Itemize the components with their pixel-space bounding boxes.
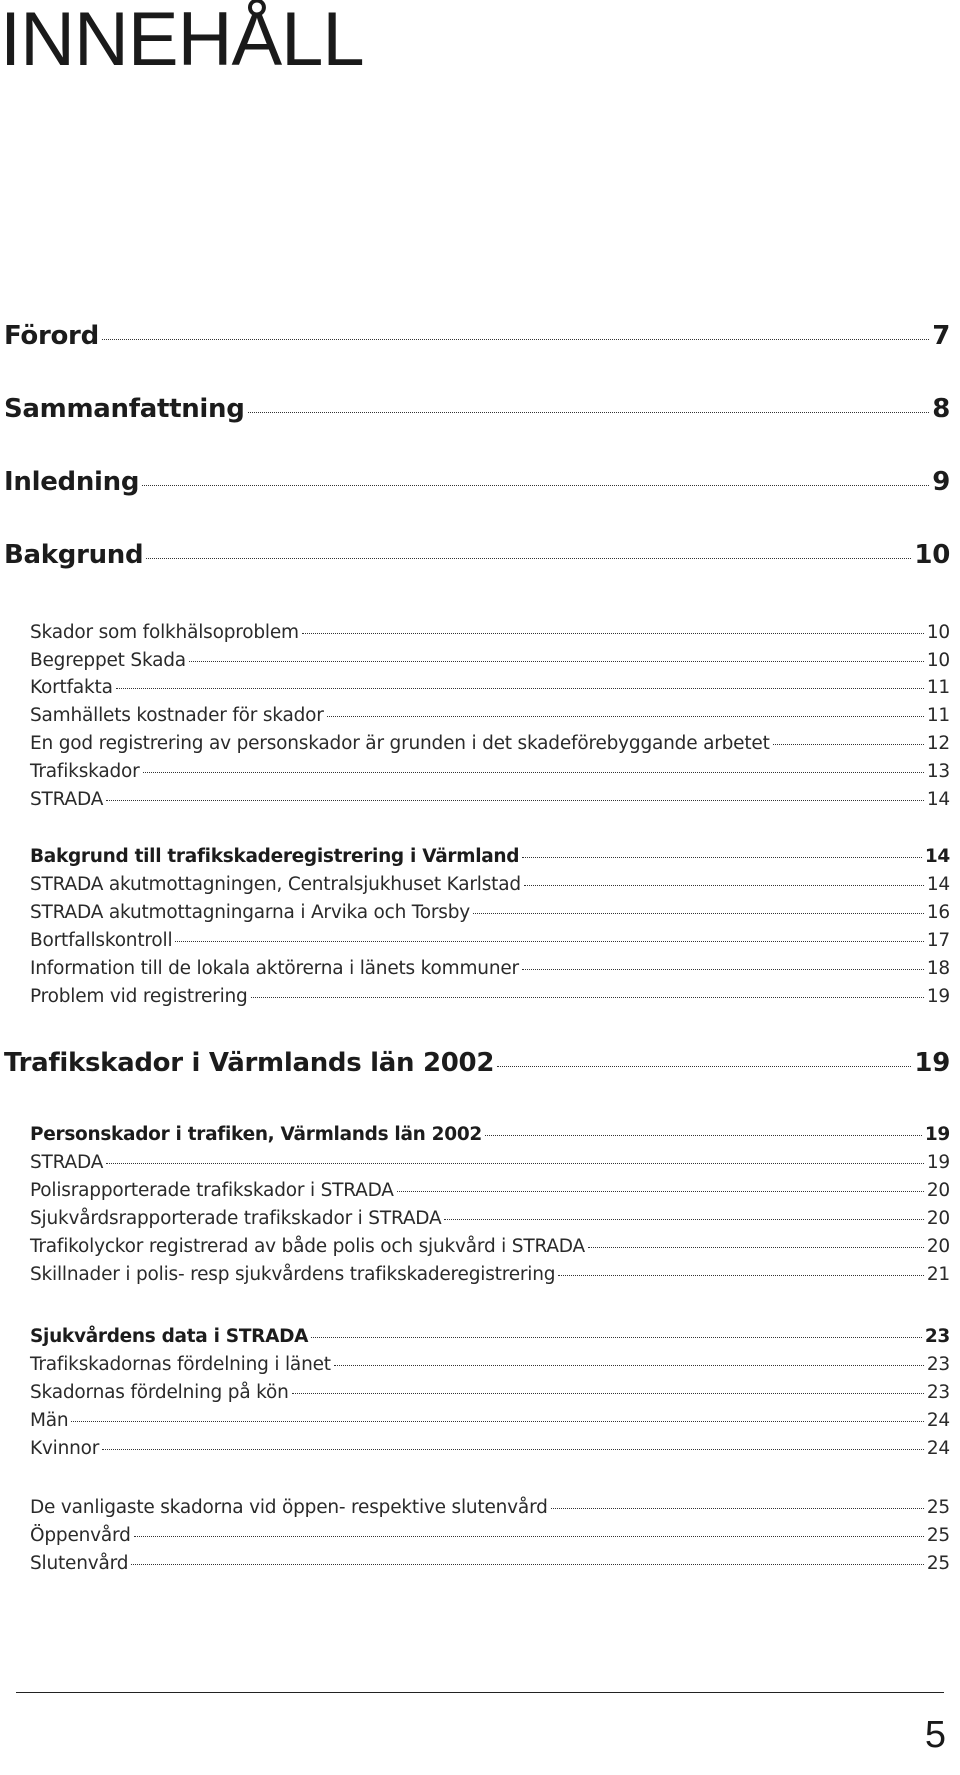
toc-entry[interactable] — [30, 874, 950, 895]
toc-entry-page: 10 — [914, 540, 950, 570]
toc-entry[interactable] — [4, 467, 950, 497]
toc-entry-page: 10 — [926, 622, 950, 643]
toc-entry-label: STRADA akutmottagningarna i Arvika och Torsby — [30, 902, 471, 923]
toc-entry[interactable] — [30, 958, 950, 979]
toc-entry-label: Inledning — [4, 467, 140, 497]
toc-entry[interactable] — [30, 1180, 950, 1201]
page-number: 5 — [924, 1714, 946, 1756]
toc-entry-label: Kvinnor — [30, 1438, 100, 1459]
dot-leader — [143, 772, 924, 773]
toc-entry-label: Skillnader i polis- resp sjukvårdens trafikskaderegistrering — [30, 1264, 556, 1285]
dot-leader — [497, 1066, 911, 1067]
toc-entry-page: 10 — [926, 650, 950, 671]
toc-entry-page: 11 — [926, 677, 950, 698]
toc-entry[interactable] — [30, 1382, 950, 1403]
dot-leader — [106, 1163, 924, 1164]
toc-entry-label: Trafikskadornas fördelning i länet — [30, 1354, 331, 1375]
toc-entry-label: Trafikolyckor registrerad av både polis och sjukvård i STRADA — [30, 1236, 585, 1257]
toc-entry-label: Skador som folkhälsoproblem — [30, 622, 299, 643]
dot-leader — [175, 941, 923, 942]
toc-entry-label: Problem vid registrering — [30, 986, 248, 1007]
dot-leader — [251, 997, 924, 998]
dot-leader — [134, 1536, 924, 1537]
toc-entry[interactable] — [30, 1525, 950, 1546]
toc-entry[interactable] — [30, 1326, 950, 1347]
toc-entry-page: 18 — [926, 958, 950, 979]
toc-entry-label: STRADA — [30, 789, 104, 810]
toc-entry-label: Bortfallskontroll — [30, 930, 173, 951]
toc-entry[interactable] — [4, 321, 950, 351]
toc-entry-page: 20 — [926, 1236, 950, 1257]
toc-entry-page: 7 — [932, 321, 950, 351]
toc-entry-page: 23 — [926, 1354, 950, 1375]
page-title: INNEHÅLL — [0, 0, 364, 82]
toc-entry-label: Förord — [4, 321, 99, 351]
toc-entry-label: Sammanfattning — [4, 394, 245, 424]
toc-entry[interactable] — [30, 1497, 950, 1518]
toc-entry-page: 21 — [926, 1264, 950, 1285]
toc-entry[interactable] — [30, 902, 950, 923]
toc-entry-label: Sjukvårdens data i STRADA — [30, 1326, 309, 1347]
dot-leader — [773, 744, 924, 745]
toc-entry-label: Öppenvård — [30, 1525, 131, 1546]
toc-entry-label: Män — [30, 1410, 69, 1431]
toc-entry-page: 24 — [926, 1410, 950, 1431]
toc-entry[interactable] — [30, 1354, 950, 1375]
toc-entry-page: 17 — [926, 930, 950, 951]
toc-entry[interactable] — [30, 1208, 950, 1229]
toc-entry-label: STRADA — [30, 1152, 104, 1173]
dot-leader — [473, 913, 924, 914]
footer-rule — [16, 1692, 944, 1693]
toc-entry[interactable] — [30, 1236, 950, 1257]
dot-leader — [189, 661, 924, 662]
dot-leader — [485, 1135, 922, 1136]
dot-leader — [551, 1508, 924, 1509]
toc-entry[interactable] — [30, 1438, 950, 1459]
toc-entry-label: Samhällets kostnader för skador — [30, 705, 324, 726]
toc-entry-page: 12 — [926, 733, 950, 754]
toc-entry[interactable] — [30, 1264, 950, 1285]
toc-entry[interactable] — [30, 1124, 950, 1145]
toc-entry[interactable] — [30, 1152, 950, 1173]
dot-leader — [327, 716, 924, 717]
toc-entry-label: Trafikskador — [30, 761, 140, 782]
toc-entry-page: 25 — [926, 1553, 950, 1574]
toc-entry[interactable] — [30, 846, 950, 867]
dot-leader — [311, 1337, 922, 1338]
toc-entry-page: 19 — [924, 1124, 950, 1145]
toc-entry[interactable] — [30, 650, 950, 671]
toc-entry[interactable] — [30, 705, 950, 726]
toc-entry-label: Bakgrund till trafikskaderegistrering i Värmland — [30, 846, 520, 867]
toc-entry-page: 19 — [926, 986, 950, 1007]
toc-entry-label: De vanligaste skadorna vid öppen- respektive slutenvård — [30, 1497, 548, 1518]
toc-entry-label: Personskador i trafiken, Värmlands län 2002 — [30, 1124, 482, 1145]
dot-leader — [397, 1191, 924, 1192]
toc-entry-page: 19 — [926, 1152, 950, 1173]
toc-entry-label: Information till de lokala aktörerna i länets kommuner — [30, 958, 519, 979]
toc-entry-label: Trafikskador i Värmlands län 2002 — [4, 1048, 495, 1078]
dot-leader — [522, 969, 924, 970]
dot-leader — [524, 885, 924, 886]
dot-leader — [71, 1421, 923, 1422]
toc-entry[interactable] — [30, 622, 950, 643]
dot-leader — [302, 633, 924, 634]
toc-entry[interactable] — [30, 761, 950, 782]
dot-leader — [522, 857, 922, 858]
toc-entry[interactable] — [30, 1410, 950, 1431]
toc-entry-page: 24 — [926, 1438, 950, 1459]
dot-leader — [146, 558, 911, 559]
toc-entry[interactable] — [30, 677, 950, 698]
toc-entry-page: 19 — [914, 1048, 950, 1078]
toc-entry-page: 16 — [926, 902, 950, 923]
dot-leader — [558, 1275, 924, 1276]
toc-entry-label: Sjukvårdsrapporterade trafikskador i STRADA — [30, 1208, 442, 1229]
toc-entry[interactable] — [30, 930, 950, 951]
toc-entry-label: Skadornas fördelning på kön — [30, 1382, 289, 1403]
toc-entry-page: 25 — [926, 1497, 950, 1518]
dot-leader — [292, 1393, 924, 1394]
dot-leader — [588, 1247, 924, 1248]
toc-entry-page: 23 — [926, 1382, 950, 1403]
toc-entry-label: Polisrapporterade trafikskador i STRADA — [30, 1180, 394, 1201]
toc-entry[interactable] — [30, 733, 950, 754]
toc-entry-page: 14 — [926, 789, 950, 810]
toc-entry[interactable] — [4, 1048, 950, 1078]
toc-entry-page: 25 — [926, 1525, 950, 1546]
dot-leader — [102, 339, 929, 340]
toc-entry-page: 23 — [924, 1326, 950, 1347]
toc-entry-label: STRADA akutmottagningen, Centralsjukhuset Karlstad — [30, 874, 521, 895]
dot-leader — [142, 485, 929, 486]
toc-entry[interactable] — [30, 789, 950, 810]
toc-entry-label: Begreppet Skada — [30, 650, 186, 671]
toc-entry[interactable] — [30, 986, 950, 1007]
dot-leader — [444, 1219, 923, 1220]
toc-entry-page: 11 — [926, 705, 950, 726]
toc-entry-page: 20 — [926, 1180, 950, 1201]
toc-entry-label: En god registrering av personskador är grunden i det skadeförebyggande arbetet — [30, 733, 770, 754]
dot-leader — [102, 1449, 924, 1450]
toc-entry-page: 8 — [932, 394, 950, 424]
toc-entry-label: Kortfakta — [30, 677, 113, 698]
dot-leader — [131, 1564, 924, 1565]
toc-entry-label: Slutenvård — [30, 1553, 129, 1574]
toc-entry-page: 14 — [926, 874, 950, 895]
toc-entry[interactable] — [4, 394, 950, 424]
toc-entry-page: 14 — [924, 846, 950, 867]
toc-entry[interactable] — [30, 1553, 950, 1574]
toc-entry[interactable] — [4, 540, 950, 570]
dot-leader — [116, 688, 924, 689]
toc-entry-page: 9 — [932, 467, 950, 497]
dot-leader — [334, 1365, 924, 1366]
toc-entry-page: 20 — [926, 1208, 950, 1229]
toc-entry-page: 13 — [926, 761, 950, 782]
dot-leader — [106, 800, 924, 801]
toc-entry-label: Bakgrund — [4, 540, 144, 570]
dot-leader — [248, 412, 930, 413]
